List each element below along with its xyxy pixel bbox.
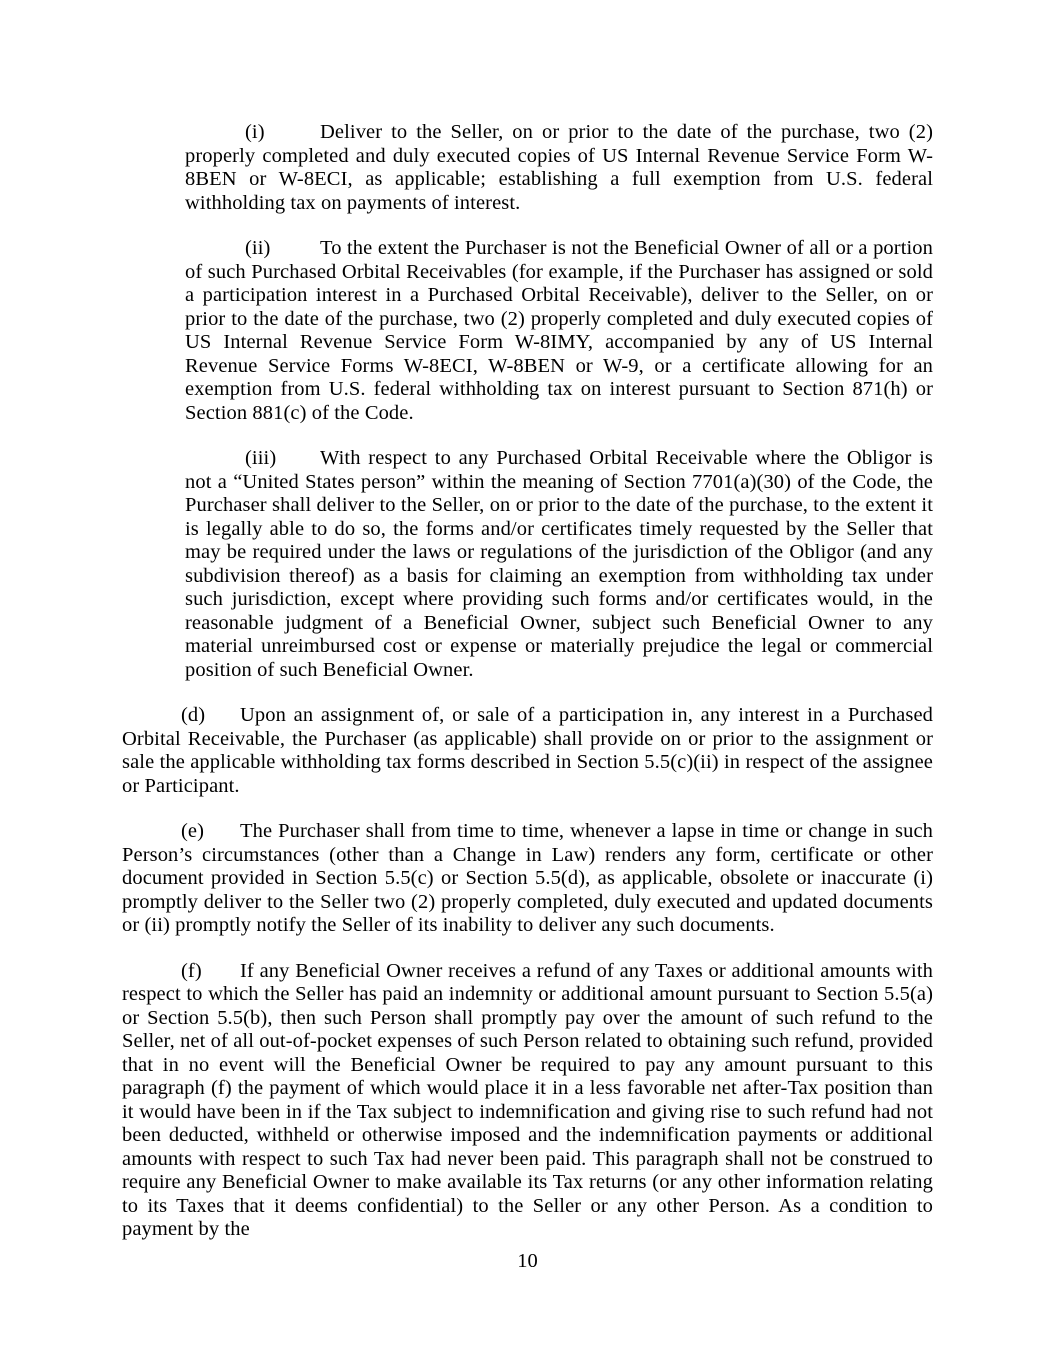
paragraph-text: The Purchaser shall from time to time, whenever a lapse in time or change in such Person’s circumstances (other than a Change in Law) renders any form, certificate or other document provided in Section 5.5(c) or Section 5.5(d), as applicable, obsolete or inaccurate (i) promptly deliver to the Seller two (2) properly completed, duly executed and updated documents or (ii) promptly notify the Seller of its inability to deliver any such documents. bbox=[122, 820, 933, 936]
paragraph-e bbox=[122, 820, 933, 938]
page-number: 10 bbox=[517, 1250, 538, 1272]
paragraph-text: If any Beneficial Owner receives a refund of any Taxes or additional amounts with respect to which the Seller has paid an indemnity or additional amount pursuant to Section 5.5(a) or Section 5.5(b), then such Person shall promptly pay over the amount of such refund to the Seller, net of all out-of-pocket expenses of such Person related to obtaining such refund, provided that in no event will the Beneficial Owner be required to pay any amount pursuant to this paragraph (f) the payment of which would place it in a less favorable net after-Tax position than it would have been in if the Tax subject to indemnification and giving rise to such refund had not been deducted, withheld or otherwise imposed and the indemnification payments or additional amounts with respect to such Tax had never been paid. This paragraph shall not be construed to require any Beneficial Owner to make available its Tax returns (or any other information relating to its Taxes that it deems confidential) to the Seller or any other Person. As a condition to payment by the bbox=[122, 959, 933, 1240]
paragraph-i bbox=[185, 121, 933, 215]
paragraph-label: (e) bbox=[181, 820, 205, 842]
paragraph-label: (ii) bbox=[245, 237, 271, 259]
paragraph-text: Deliver to the Seller, on or prior to the date of the purchase, two (2) properly completed and duly executed copies of US Internal Revenue Service Form W-8BEN or W-8ECI, as applicable; establishing a full exemption from U.S. federal withholding tax on payments of interest. bbox=[185, 121, 933, 214]
paragraph-iii bbox=[185, 447, 933, 682]
paragraph-text: To the extent the Purchaser is not the Beneficial Owner of all or a portion of such Purchased Orbital Receivables (for example, if the Purchaser has assigned or sold a participation interest in a Purchased Orbital Receivable), deliver to the Seller, on or prior to the date of the purchase, two (2) properly completed and duly executed copies of US Internal Revenue Service Form W-8IMY, accompanied by any of US Internal Revenue Service Forms W-8ECI, W-8BEN or W-9, or a certificate allowing for an exemption from U.S. federal withholding tax on interest pursuant to Section 871(h) or Section 881(c) of the Code. bbox=[185, 237, 933, 424]
paragraph-ii bbox=[185, 237, 933, 425]
paragraph-f bbox=[122, 960, 933, 1242]
paragraph-label: (f) bbox=[181, 959, 202, 982]
body-text bbox=[122, 121, 933, 1264]
paragraph-text: Upon an assignment of, or sale of a participation in, any interest in a Purchased Orbital Receivable, the Purchaser (as applicable) shall provide on or prior to the assignment or sale the applicable withholding tax forms described in Section 5.5(c)(ii) in respect of the assignee or Participant. bbox=[122, 704, 933, 797]
paragraph-d bbox=[122, 704, 933, 798]
paragraph-label: (i) bbox=[245, 121, 265, 143]
paragraph-label: (d) bbox=[181, 704, 206, 726]
paragraph-label: (iii) bbox=[245, 447, 277, 469]
paragraph-text: With respect to any Purchased Orbital Receivable where the Obligor is not a “United States person” within the meaning of Section 7701(a)(30) of the Code, the Purchaser shall deliver to the Seller, on or prior to the date of the purchase, to the extent it is legally able to do so, the forms and/or certificates timely requested by the Seller that may be required under the laws or regulations of the jurisdiction of the Obligor (and any subdivision thereof) as a basis for claiming an exemption from withholding tax under such jurisdiction, except where providing such forms and/or certificates would, in the reasonable judgment of a Beneficial Owner, subject such Beneficial Owner to any material unreimbursed cost or expense or materially prejudice the legal or commercial position of such Beneficial Owner. bbox=[185, 447, 933, 681]
